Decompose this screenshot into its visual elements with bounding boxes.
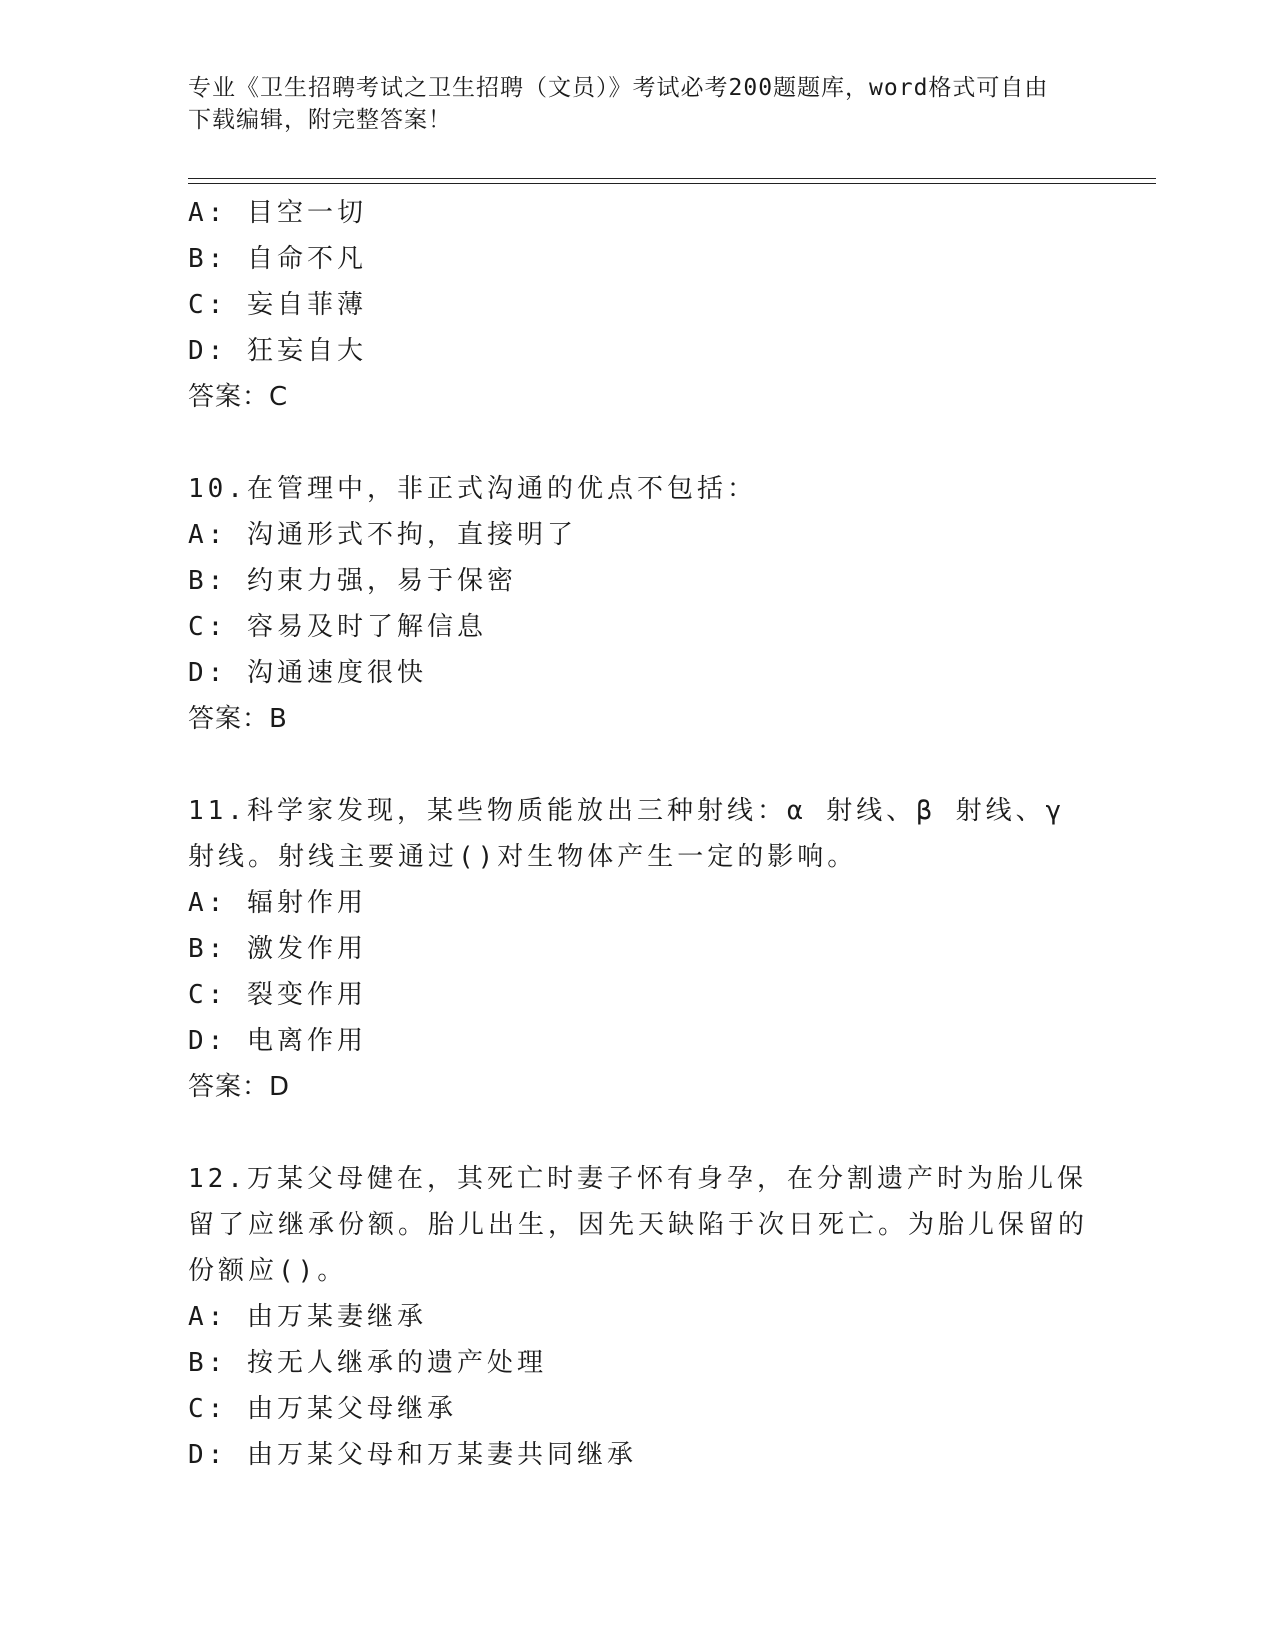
document-header: 专业《卫生招聘考试之卫生招聘（文员）》考试必考200题题库，word格式可自由下载编辑，附完整答案！ [188,75,1049,133]
option-b: B: 按无人继承的遗产处理 [188,1348,547,1378]
question-text: 11.科学家发现，某些物质能放出三种射线：α 射线、β 射线、γ 射线。射线主要通过()对生物体产生一定的影响。 [188,796,1066,872]
option-d: D: 由万某父母和万某妻共同继承 [188,1440,637,1470]
answer-line: 答案：C [188,382,289,412]
option-a: A: 由万某妻继承 [188,1302,427,1332]
question-9-continued [188,190,1088,420]
option-a: A: 辐射作用 [188,888,367,918]
answer-line: 答案：D [188,1072,291,1102]
option-b: B: 自命不凡 [188,244,367,274]
question-text: 10.在管理中，非正式沟通的优点不包括： [188,474,757,504]
option-d: D: 沟通速度很快 [188,658,427,688]
header-rule-bottom [188,183,1156,184]
option-c: C: 由万某父母继承 [188,1394,457,1424]
option-c: C: 妄自菲薄 [188,290,367,320]
answer-line: 答案：B [188,704,288,734]
option-a: A: 沟通形式不拘，直接明了 [188,520,577,550]
question-10 [188,466,1088,742]
spacer [188,742,1088,788]
option-c: C: 裂变作用 [188,980,367,1010]
option-d: D: 狂妄自大 [188,336,367,366]
option-a: A: 目空一切 [188,198,367,228]
option-b: B: 约束力强，易于保密 [188,566,517,596]
header-rule-top [188,178,1156,179]
option-c: C: 容易及时了解信息 [188,612,487,642]
question-list [188,190,1088,1478]
option-b: B: 激发作用 [188,934,367,964]
spacer [188,420,1088,466]
question-11 [188,788,1088,1110]
spacer [188,1110,1088,1156]
question-text: 12.万某父母健在，其死亡时妻子怀有身孕，在分割遗产时为胎儿保留了应继承份额。胎儿出生，因先天缺陷于次日死亡。为胎儿保留的份额应()。 [188,1164,1089,1286]
question-12 [188,1156,1088,1478]
option-d: D: 电离作用 [188,1026,367,1056]
